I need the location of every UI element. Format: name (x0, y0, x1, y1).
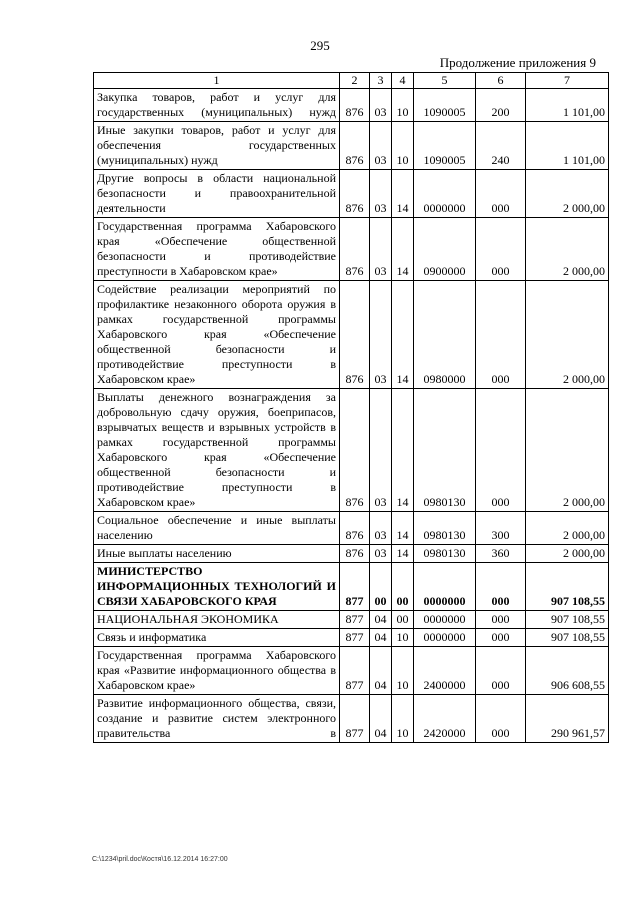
row-description: МИНИСТЕРСТВО ИНФОРМАЦИОННЫХ ТЕХНОЛОГИЙ И СВЯЗИ ХАБАРОВСКОГО КРАЯ (94, 563, 340, 611)
subsection-code: 00 (392, 611, 414, 629)
table-header-row (94, 73, 609, 89)
section-code: 00 (370, 563, 392, 611)
subsection-code: 14 (392, 281, 414, 389)
subsection-code: 10 (392, 629, 414, 647)
ministry-code: 877 (340, 629, 370, 647)
row-description: Государственная программа Хабаровского края «Обеспечение общественной безопасности и противодействие преступности в Хабаровском крае» (94, 218, 340, 281)
table-row (94, 629, 609, 647)
file-path-footer: C:\1234\pril.doc\Костя\16.12.2014 16:27:00 (92, 856, 228, 863)
amount: 907 108,55 (526, 563, 609, 611)
row-description: Социальное обеспечение и иные выплаты населению (94, 512, 340, 545)
table-row (94, 218, 609, 281)
table-row (94, 389, 609, 512)
subsection-code: 14 (392, 512, 414, 545)
table-row (94, 611, 609, 629)
ministry-code: 876 (340, 512, 370, 545)
amount: 1 101,00 (526, 89, 609, 122)
subsection-code: 14 (392, 170, 414, 218)
amount: 1 101,00 (526, 122, 609, 170)
expense-type-code: 000 (476, 389, 526, 512)
amount: 907 108,55 (526, 611, 609, 629)
table-row-ministry (94, 563, 609, 611)
section-code: 03 (370, 281, 392, 389)
target-article-code: 0000000 (414, 170, 476, 218)
row-description: Выплаты денежного вознаграждения за добровольную сдачу оружия, боеприпасов, взрывчатых веществ и взрывных устройств в рамках государственной программы Хабаровского края «Обеспечение общественной безопасности и противодействие преступности в Хабаровском крае» (94, 389, 340, 512)
row-description: Иные выплаты населению (94, 545, 340, 563)
ministry-code: 876 (340, 122, 370, 170)
row-description: Другие вопросы в области национальной безопасности и правоохранительной деятельности (94, 170, 340, 218)
expense-type-code: 000 (476, 563, 526, 611)
row-description: Закупка товаров, работ и услуг для государственных (муниципальных) нужд (94, 89, 340, 122)
amount: 2 000,00 (526, 545, 609, 563)
ministry-code: 877 (340, 611, 370, 629)
expense-type-code: 300 (476, 512, 526, 545)
expense-type-code: 000 (476, 281, 526, 389)
budget-table (93, 72, 609, 743)
expense-type-code: 000 (476, 218, 526, 281)
expense-type-code: 360 (476, 545, 526, 563)
row-description: Иные закупки товаров, работ и услуг для обеспечения государственных (муниципальных) нужд (94, 122, 340, 170)
section-code: 03 (370, 122, 392, 170)
header-cell: 2 (340, 73, 370, 89)
target-article-code: 0000000 (414, 611, 476, 629)
section-code: 04 (370, 629, 392, 647)
table-row (94, 647, 609, 695)
ministry-code: 876 (340, 281, 370, 389)
section-code: 03 (370, 218, 392, 281)
section-code: 04 (370, 647, 392, 695)
row-description: Развитие информационного общества, связи, создание и развитие систем электронного правительства в (94, 695, 340, 743)
ministry-code: 877 (340, 647, 370, 695)
table-row (94, 122, 609, 170)
subsection-code: 10 (392, 89, 414, 122)
row-description: Содействие реализации мероприятий по профилактике незаконного оборота оружия в рамках государственной программы Хабаровского края «Обеспечение общественной безопасности и противодействие преступности в Хабаровском крае» (94, 281, 340, 389)
target-article-code: 0000000 (414, 563, 476, 611)
page-number: 295 (310, 38, 330, 53)
ministry-code: 876 (340, 89, 370, 122)
amount: 907 108,55 (526, 629, 609, 647)
subsection-code: 10 (392, 695, 414, 743)
table-row (94, 512, 609, 545)
section-code: 04 (370, 695, 392, 743)
subsection-code: 00 (392, 563, 414, 611)
ministry-code: 876 (340, 170, 370, 218)
section-code: 04 (370, 611, 392, 629)
header-cell: 3 (370, 73, 392, 89)
row-description: НАЦИОНАЛЬНАЯ ЭКОНОМИКА (94, 611, 340, 629)
amount: 2 000,00 (526, 218, 609, 281)
expense-type-code: 000 (476, 611, 526, 629)
row-description: Государственная программа Хабаровского края «Развитие информационного общества в Хабаровском крае» (94, 647, 340, 695)
subsection-code: 10 (392, 122, 414, 170)
subsection-code: 14 (392, 389, 414, 512)
table-row (94, 89, 609, 122)
section-code: 03 (370, 545, 392, 563)
target-article-code: 0980130 (414, 512, 476, 545)
table-row (94, 281, 609, 389)
ministry-code: 876 (340, 545, 370, 563)
expense-type-code: 200 (476, 89, 526, 122)
target-article-code: 2420000 (414, 695, 476, 743)
header-cell: 5 (414, 73, 476, 89)
ministry-code: 876 (340, 389, 370, 512)
target-article-code: 0980130 (414, 389, 476, 512)
ministry-code: 876 (340, 218, 370, 281)
target-article-code: 1090005 (414, 89, 476, 122)
expense-type-code: 000 (476, 647, 526, 695)
expense-type-code: 000 (476, 695, 526, 743)
target-article-code: 0980000 (414, 281, 476, 389)
amount: 2 000,00 (526, 170, 609, 218)
target-article-code: 1090005 (414, 122, 476, 170)
target-article-code: 2400000 (414, 647, 476, 695)
target-article-code: 0000000 (414, 629, 476, 647)
expense-type-code: 000 (476, 170, 526, 218)
ministry-code: 877 (340, 695, 370, 743)
amount: 2 000,00 (526, 512, 609, 545)
amount: 2 000,00 (526, 389, 609, 512)
amount: 2 000,00 (526, 281, 609, 389)
header-cell: 4 (392, 73, 414, 89)
table-row (94, 170, 609, 218)
table-row (94, 695, 609, 743)
section-code: 03 (370, 170, 392, 218)
row-description: Связь и информатика (94, 629, 340, 647)
expense-type-code: 240 (476, 122, 526, 170)
subsection-code: 14 (392, 545, 414, 563)
subsection-code: 10 (392, 647, 414, 695)
header-cell: 6 (476, 73, 526, 89)
header-cell: 7 (526, 73, 609, 89)
section-code: 03 (370, 389, 392, 512)
ministry-code: 877 (340, 563, 370, 611)
section-code: 03 (370, 89, 392, 122)
target-article-code: 0900000 (414, 218, 476, 281)
expense-type-code: 000 (476, 629, 526, 647)
table-row (94, 545, 609, 563)
subsection-code: 14 (392, 218, 414, 281)
amount: 906 608,55 (526, 647, 609, 695)
section-code: 03 (370, 512, 392, 545)
target-article-code: 0980130 (414, 545, 476, 563)
continuation-label: Продолжение приложения 9 (439, 55, 596, 70)
amount: 290 961,57 (526, 695, 609, 743)
header-cell: 1 (94, 73, 340, 89)
